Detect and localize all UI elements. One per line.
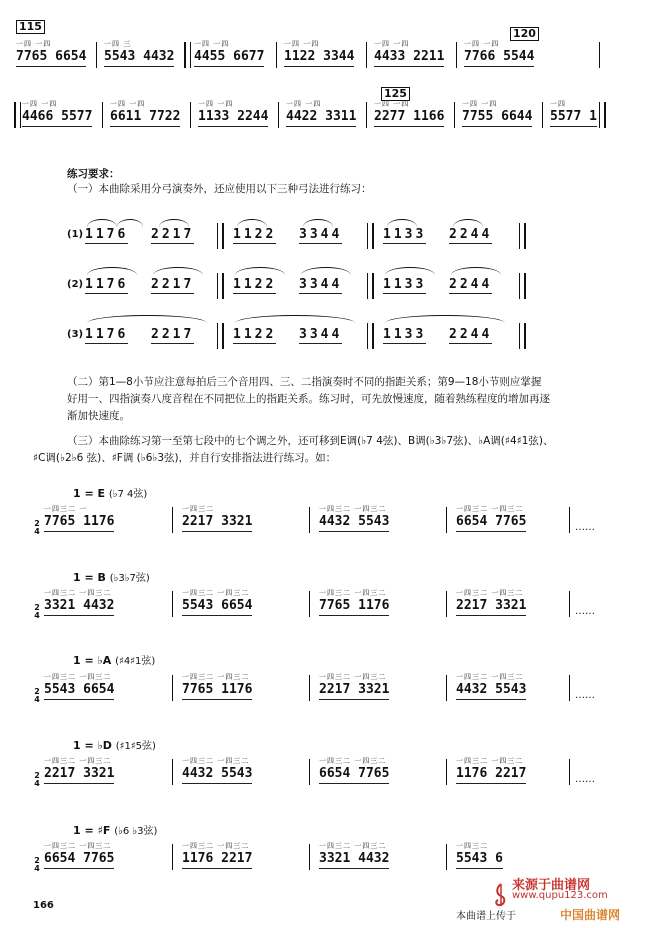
notes: 4466 5577 [22, 109, 92, 127]
barline [542, 102, 543, 128]
notes: 2217 3321 [182, 514, 252, 532]
watermark-site-name: 中国曲谱网 [560, 908, 621, 922]
double-barline [367, 273, 374, 299]
barline [446, 507, 447, 533]
key-b-row [44, 589, 609, 623]
measure [198, 100, 268, 127]
key-name: 1 = ♭A [73, 654, 112, 667]
bowing-label: (2) [67, 279, 84, 290]
bowing-notes: 1176 [85, 277, 129, 292]
barline [309, 591, 310, 617]
fingering: 一四三二 一四三二 [319, 505, 387, 513]
bowing-notes: 2244 [449, 227, 493, 242]
ellipsis: …… [575, 690, 595, 701]
fingering: 一四三二 一 [44, 505, 88, 513]
fingering: 一四 一四 [22, 100, 58, 108]
fingering: 一四三二 [456, 842, 488, 850]
fingering: 一四 一四 [194, 40, 230, 48]
fingering: 一四三二 一四三二 [44, 842, 112, 850]
measure [550, 100, 597, 127]
barline [366, 42, 367, 68]
barline [276, 42, 277, 68]
barline [172, 591, 173, 617]
bowing-notes: 1176 [85, 227, 129, 242]
barline [446, 759, 447, 785]
double-barline [367, 223, 374, 249]
notes: 3321 4432 [319, 851, 389, 869]
key-signature-b [73, 569, 150, 584]
notes: 7755 6644 [462, 109, 532, 127]
fingering: 一四 一四 [16, 40, 52, 48]
notes: 4455 6677 [194, 49, 264, 67]
bowing-row-2 [67, 265, 587, 305]
measure [104, 40, 174, 67]
fingering: 一四 一四 [198, 100, 234, 108]
notes: 5543 6654 [182, 598, 252, 616]
score-row-1 [14, 40, 635, 74]
bowing-row-3 [67, 315, 587, 355]
bowing-notes: 3344 [299, 277, 343, 292]
notes: 1122 3344 [284, 49, 354, 67]
fingering: 一四三二 一四三二 [44, 589, 112, 597]
double-barline [519, 323, 526, 349]
measure [22, 100, 92, 127]
notes: 5577 1 [550, 109, 597, 127]
ellipsis: …… [575, 774, 595, 785]
page-number: 166 [33, 900, 54, 911]
barline [569, 507, 570, 533]
measure [284, 40, 354, 67]
notes: 7765 1176 [319, 598, 389, 616]
time-signature: 2 4 [34, 856, 40, 873]
barline [278, 102, 279, 128]
measure [374, 40, 444, 67]
repeat-barline [184, 42, 191, 68]
key-signature-a-flat [73, 652, 155, 667]
bowing-label: (3) [67, 329, 84, 340]
notes: 1176 2217 [456, 766, 526, 784]
key-strings: (♯1♯5弦) [115, 741, 156, 752]
fingering: 一四三二 一四三二 [44, 757, 112, 765]
fingering: 一四三二 一四三二 [319, 757, 387, 765]
time-signature: 2 4 [34, 519, 40, 536]
bowing-notes: 1133 [383, 327, 427, 342]
watermark-url: www.qupu123.com [512, 890, 608, 901]
barline [599, 42, 600, 68]
fingering: 一四三二 一四三二 [319, 673, 387, 681]
double-barline [519, 273, 526, 299]
double-barline [217, 223, 224, 249]
notes: 6654 7765 [44, 851, 114, 869]
barline [569, 591, 570, 617]
notes: 6654 7765 [319, 766, 389, 784]
practice-item-1: （一）本曲除采用分弓演奏外，还应使用以下三种弓法进行练习： [67, 183, 372, 195]
notes: 6654 7765 [456, 514, 526, 532]
double-barline [367, 323, 374, 349]
barline [309, 507, 310, 533]
key-signature-f-sharp [73, 822, 157, 837]
key-strings: (♭7 4弦) [108, 489, 148, 500]
measure [464, 40, 534, 67]
notes: 1176 2217 [182, 851, 252, 869]
fingering: 一四 一四 [286, 100, 322, 108]
practice-item-2-line-1: （二）第1—8小节应注意每拍后三个音用四、三、二指演奏时不同的指距关系；第9—18小节则应掌握 [67, 376, 542, 388]
barline [172, 844, 173, 870]
bowing-notes: 1122 [233, 227, 277, 242]
barline [172, 675, 173, 701]
fingering: 一四三二 [182, 505, 214, 513]
key-a-flat-row [44, 673, 609, 707]
key-f-sharp-row [44, 842, 609, 876]
notes: 2217 3321 [44, 766, 114, 784]
fingering: 一四三二 一四三二 [456, 757, 524, 765]
bowing-notes: 2217 [151, 327, 195, 342]
bowing-notes: 1122 [233, 327, 277, 342]
notes: 4432 5543 [182, 766, 252, 784]
fingering: 一四三二 一四三二 [456, 673, 524, 681]
score-row-2 [14, 100, 635, 134]
notes: 2277 1166 [374, 109, 444, 127]
bowing-notes: 2244 [449, 327, 493, 342]
notes: 4422 3311 [286, 109, 356, 127]
notes: 7765 1176 [182, 682, 252, 700]
barline [454, 102, 455, 128]
notes: 4432 5543 [456, 682, 526, 700]
notes: 7766 5544 [464, 49, 534, 67]
fingering: 一四三二 一四三二 [319, 589, 387, 597]
fingering: 一四 一四 [374, 100, 410, 108]
key-name: 1 = ♯F [73, 824, 111, 837]
bowing-notes: 1122 [233, 277, 277, 292]
barline [96, 42, 97, 68]
key-name: 1 = B [73, 571, 106, 584]
barline [446, 675, 447, 701]
time-signature: 2 4 [34, 687, 40, 704]
measure [286, 100, 356, 127]
barline [102, 102, 103, 128]
bowing-notes: 2244 [449, 277, 493, 292]
fingering: 一四 三 [104, 40, 132, 48]
practice-item-3-line-1: （三）本曲除练习第一至第七段中的七个调之外，还可移到E调(♭7 4弦)、B调(♭3♭7弦)、♭A调(♯4♯1弦)、 [67, 435, 554, 447]
barline [456, 42, 457, 68]
notes: 7765 1176 [44, 514, 114, 532]
bowing-notes: 2217 [151, 227, 195, 242]
key-signature-d-flat [73, 737, 156, 752]
time-signature: 2 4 [34, 771, 40, 788]
notes: 2217 3321 [319, 682, 389, 700]
fingering: 一四三二 一四三二 [182, 842, 250, 850]
notes: 4432 5543 [319, 514, 389, 532]
fingering: 一四 一四 [284, 40, 320, 48]
final-barline [599, 102, 606, 128]
fingering: 一四三二 一四三二 [456, 505, 524, 513]
fingering: 一四三二 一四三二 [319, 842, 387, 850]
notes: 7765 6654 [16, 49, 86, 67]
practice-item-2-line-2: 好用一、四指演奏八度音程在不同把位上的指距关系。练习时，可先放慢速度，随着熟练程度的增加再逐 [67, 393, 550, 405]
repeat-barline [14, 102, 21, 128]
treble-clef-logo-icon [488, 882, 514, 908]
ellipsis: …… [575, 522, 595, 533]
practice-heading: 练习要求： [67, 168, 120, 180]
notes: 1133 2244 [198, 109, 268, 127]
measure [374, 100, 444, 127]
fingering: 一四 一四 [110, 100, 146, 108]
barline [309, 675, 310, 701]
notes: 3321 4432 [44, 598, 114, 616]
bowing-notes: 1133 [383, 227, 427, 242]
measure [194, 40, 264, 67]
notes: 5543 6654 [44, 682, 114, 700]
barline [309, 844, 310, 870]
key-strings: (♭3♭7弦) [109, 573, 150, 584]
bowing-notes: 1176 [85, 327, 129, 342]
bowing-notes: 3344 [299, 227, 343, 242]
bowing-label: (1) [67, 229, 84, 240]
fingering: 一四三二 一四三二 [44, 673, 112, 681]
barline [569, 759, 570, 785]
notes: 2217 3321 [456, 598, 526, 616]
barline [172, 507, 173, 533]
time-signature: 2 4 [34, 603, 40, 620]
footer-upload-note: 本曲谱上传于 [456, 911, 516, 922]
practice-item-3-line-2: ♯C调(♭2♭6 弦)、♯F调 (♭6♭3弦)，并自行安排指法进行练习。如： [33, 452, 337, 464]
measure [16, 40, 86, 67]
barline [366, 102, 367, 128]
fingering: 一四三二 一四三二 [182, 589, 250, 597]
barline [190, 102, 191, 128]
fingering: 一四三二 一四三二 [456, 589, 524, 597]
fingering: 一四三二 一四三二 [182, 673, 250, 681]
notes: 6611 7722 [110, 109, 180, 127]
fingering: 一四 一四 [464, 40, 500, 48]
fingering: 一四 一四 [462, 100, 498, 108]
key-d-flat-row [44, 757, 609, 791]
bowing-notes: 1133 [383, 277, 427, 292]
practice-item-2-line-3: 渐加快速度。 [67, 410, 130, 422]
bowing-notes: 2217 [151, 277, 195, 292]
barline [569, 675, 570, 701]
notes: 4433 2211 [374, 49, 444, 67]
measure-number-125: 125 [381, 87, 410, 101]
bowing-row-1 [67, 215, 587, 255]
double-barline [217, 323, 224, 349]
key-name: 1 = ♭D [73, 739, 112, 752]
key-strings: (♭6 ♭3弦) [114, 826, 158, 837]
measure [462, 100, 532, 127]
notes: 5543 6 [456, 851, 503, 869]
barline [309, 759, 310, 785]
key-strings: (♯4♯1弦) [115, 656, 156, 667]
barline [172, 759, 173, 785]
measure [110, 100, 180, 127]
fingering: 一四 一四 [374, 40, 410, 48]
key-name: 1 = E [73, 487, 106, 500]
fingering: 一四 [550, 100, 566, 108]
key-signature-e [73, 485, 147, 500]
barline [446, 844, 447, 870]
barline [446, 591, 447, 617]
measure-number-115: 115 [16, 20, 45, 34]
fingering: 一四三二 一四三二 [182, 757, 250, 765]
double-barline [519, 223, 526, 249]
key-e-row [44, 505, 609, 539]
ellipsis: …… [575, 606, 595, 617]
bowing-notes: 3344 [299, 327, 343, 342]
notes: 5543 4432 [104, 49, 174, 67]
measure-number-120: 120 [510, 27, 539, 41]
watermark-source: 来源于曲谱网 [512, 878, 591, 893]
double-barline [217, 273, 224, 299]
